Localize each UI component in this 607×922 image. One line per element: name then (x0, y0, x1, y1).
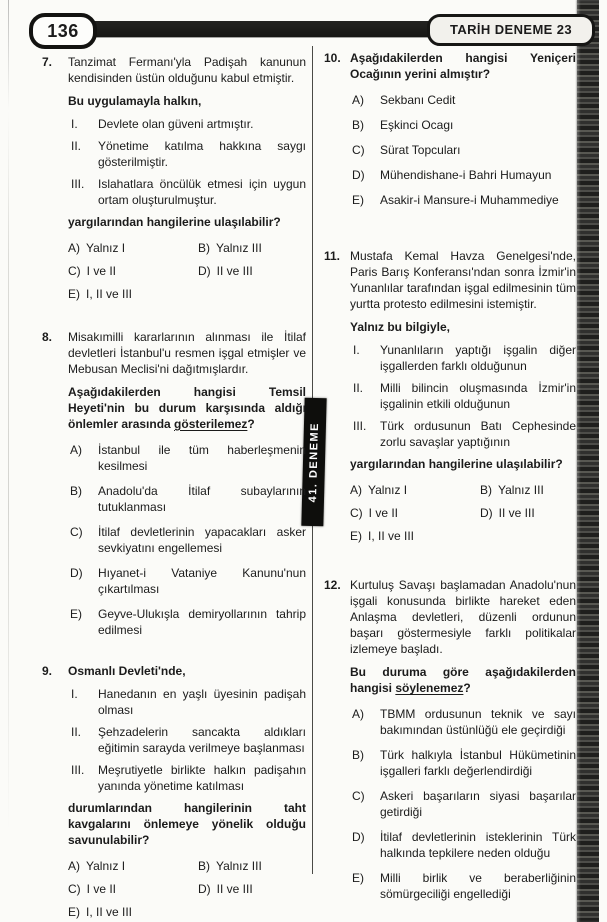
option-D (68, 565, 306, 597)
roman-item-list (68, 686, 306, 794)
option-text: Askeri başarıların siyasi başarılar getirdiği (380, 789, 576, 819)
option-label: B) (480, 483, 492, 497)
question-paragraph: Kurtuluş Savaşı başlamadan Anadolu'nun işgali konusunda birlikte hareket eden Anlaşma devletleri, düzenli ordunun başarı göstermesiyle farklı politikalar izlemeye başladı. (350, 578, 576, 656)
option-label: D) (70, 566, 83, 580)
question-paragraph: Bu duruma göre aşağıdakilerden hangisi söylenemez? (350, 665, 576, 695)
option-label: A) (352, 707, 364, 721)
option-label: E) (68, 905, 80, 919)
question-content (350, 577, 576, 902)
option-B (350, 117, 576, 133)
question-11 (324, 248, 576, 544)
option-text: Yalnız I (86, 241, 126, 255)
option-label: D) (198, 882, 211, 896)
option-label: E) (350, 529, 362, 543)
roman-item-text: Türk ordusunun Batı Cephesinde zorlu savaşlar yaptığının (380, 419, 576, 449)
page-margin-rule (8, 0, 9, 922)
header-title-badge (427, 14, 595, 46)
option-text: I, II ve III (368, 529, 415, 543)
option-label: D) (352, 830, 365, 844)
roman-item-text: Milli bilincin oluşmasında İzmir'in işgalinin etkili olduğunun (380, 381, 576, 411)
question-content (350, 50, 576, 208)
option-A (350, 706, 576, 738)
question-paragraph: Yalnız bu bilgiyle, (350, 320, 451, 334)
question-paragraph: Misakımilli kararlarının alınması ile İtilaf devletleri İstanbul'u resmen işgal etmişler ve Mebusan Meclisi'ni dağıtmışlardır. (68, 330, 306, 376)
option-label: D) (480, 506, 493, 520)
roman-item (68, 176, 306, 208)
option-text: Yalnız III (216, 859, 262, 873)
roman-item (68, 138, 306, 170)
left-column (42, 54, 306, 920)
roman-numeral: III. (71, 763, 85, 777)
option-E (68, 606, 306, 638)
option-text: Asakir-i Mansure-i Muhammediye (380, 193, 559, 207)
option-A (350, 482, 480, 498)
option-E (350, 870, 576, 902)
options (68, 858, 306, 920)
underlined-keyword: gösterilemez (174, 417, 248, 431)
option-A (68, 240, 198, 256)
question-paragraph: Bu uygulamayla halkın, (68, 94, 202, 108)
roman-numeral: III. (353, 419, 367, 433)
roman-item (350, 342, 576, 374)
option-text: Anadolu'da İtilaf subaylarının tutuklanması (98, 484, 306, 514)
roman-item-text: Yönetime katılma hakkına saygı gösterilmiştir. (98, 139, 306, 169)
option-C (350, 788, 576, 820)
option-text: TBMM ordusunun teknik ve sayı bakımından üstünlüğü ele geçirdiği (380, 707, 576, 737)
book-binding-scan-edge (577, 0, 599, 922)
option-label: A) (68, 241, 80, 255)
option-text: Yalnız I (86, 859, 126, 873)
question-9 (42, 663, 306, 920)
question-content (350, 248, 576, 544)
roman-item-text: Şehzadelerin sancakta aldıkları eğitimin sarayda verilmeye başlanması (98, 725, 306, 755)
page-number: 136 (47, 21, 79, 41)
option-label: D) (198, 264, 211, 278)
question-7 (42, 54, 306, 302)
option-D (480, 505, 576, 521)
option-label: B) (198, 241, 210, 255)
roman-numeral: I. (71, 687, 78, 701)
roman-item (350, 380, 576, 412)
option-B (350, 747, 576, 779)
options (68, 240, 306, 302)
option-label: A) (70, 443, 82, 457)
question-paragraph: Tanzimat Fermanı'yla Padişah kanunun kendisinden üstün olduğunu kabul etmiştir. (68, 55, 306, 85)
option-label: A) (352, 93, 364, 107)
option-text: II ve III (498, 506, 535, 520)
roman-item (68, 686, 306, 718)
question-number: 11. (324, 249, 341, 263)
roman-numeral: II. (71, 725, 82, 739)
question-content (68, 329, 306, 638)
roman-item-text: Yunanlıların yaptığı işgalin diğer işgallerden farklı olduğunun (380, 343, 576, 373)
option-text: I ve II (86, 264, 117, 278)
question-number: 12. (324, 578, 341, 592)
option-text: II ve III (216, 882, 253, 896)
roman-item-list (68, 116, 306, 208)
roman-item-text: Islahatlara öncülük etmesi için uygun ortam oluşturulmuştur. (98, 177, 306, 207)
roman-numeral: III. (71, 177, 85, 191)
roman-item (68, 724, 306, 756)
question-content (68, 663, 306, 920)
option-text: I ve II (86, 882, 117, 896)
option-text: Hıyanet-i Vataniye Kanunu'nun çıkartılması (98, 566, 306, 596)
page-title: TARİH DENEME 23 (449, 22, 573, 37)
option-E (350, 192, 576, 208)
option-label: C) (352, 789, 365, 803)
option-text: Geyve-Ulukışla demiryollarının tahrip edilmesi (98, 607, 306, 637)
roman-item-text: Devlete olan güveni artmıştır. (98, 117, 254, 131)
option-B (198, 858, 306, 874)
option-text: Milli birlik ve beraberliğinin sömürgeciliği engellediği (380, 871, 576, 901)
option-text: II ve III (216, 264, 253, 278)
option-label: B) (70, 484, 82, 498)
option-text: Türk halkıyla İstanbul Hükümetinin işgalleri farklı değerlendirdiği (380, 748, 576, 778)
question-number: 7. (42, 55, 53, 69)
option-text: Mühendishane-i Bahri Humayun (380, 168, 552, 182)
option-text: İtilaf devletlerinin isteklerinin Türk halkında tepkilere neden olduğu (380, 830, 576, 860)
roman-numeral: II. (71, 139, 82, 153)
roman-item (68, 762, 306, 794)
option-label: E) (352, 871, 364, 885)
option-label: E) (70, 607, 82, 621)
roman-item-text: Meşrutiyetle birlikte halkın padişahın yanında yönetime katılması (98, 763, 306, 793)
roman-numeral: II. (353, 381, 364, 395)
option-C (350, 142, 576, 158)
option-label: C) (68, 264, 81, 278)
question-number: 9. (42, 664, 53, 678)
question-number: 8. (42, 330, 53, 344)
option-text: Yalnız III (498, 483, 544, 497)
question-paragraph: Mustafa Kemal Havza Genelgesi'nde, Paris Barış Konferansı'ndan sonra İzmir'in Yunanlılar tarafından işgal edilmesinin tüm yurtta protesto edilmesini istemiştir. (350, 249, 576, 311)
option-label: C) (70, 525, 83, 539)
option-text: I, II ve III (86, 287, 133, 301)
right-column (324, 50, 576, 911)
question-paragraph: Aşağıdakilerden hangisi Yeniçeri Ocağının yerini almıştır? (350, 51, 576, 81)
option-text: I ve II (368, 506, 399, 520)
question-paragraph: durumlarından hangilerinin taht kavgalarını önlemeye yönelik olduğu savunulabilir? (68, 801, 306, 847)
option-label: D) (352, 168, 365, 182)
option-text: Yalnız III (216, 241, 262, 255)
roman-item (68, 116, 306, 132)
question-10 (324, 50, 576, 208)
option-text: Yalnız I (368, 483, 408, 497)
roman-item-list (350, 342, 576, 450)
question-content (68, 54, 306, 302)
option-D (198, 881, 306, 897)
question-number: 10. (324, 51, 341, 65)
question-12 (324, 577, 576, 902)
option-label: B) (352, 748, 364, 762)
option-label: A) (68, 859, 80, 873)
option-label: E) (352, 193, 364, 207)
roman-numeral: I. (353, 343, 360, 357)
roman-numeral: I. (71, 117, 78, 131)
option-label: B) (198, 859, 210, 873)
option-A (350, 92, 576, 108)
options (68, 442, 306, 638)
option-label: A) (350, 483, 362, 497)
options (350, 482, 576, 544)
option-A (68, 858, 198, 874)
option-text: Sekbanı Cedit (380, 93, 456, 107)
option-C (68, 263, 198, 279)
question-paragraph: yargılarından hangilerine ulaşılabilir? (350, 457, 563, 471)
question-paragraph: Osmanlı Devleti'nde, (68, 664, 186, 678)
option-D (350, 829, 576, 861)
option-label: E) (68, 287, 80, 301)
option-label: C) (68, 882, 81, 896)
option-D (198, 263, 306, 279)
option-C (68, 524, 306, 556)
option-text: İtilaf devletlerinin yapacakları asker sevkiyatını engellemesi (98, 525, 306, 555)
option-E (68, 904, 198, 920)
option-text: İstanbul ile tüm haberleşmenin kesilmesi (98, 443, 306, 473)
option-C (350, 505, 480, 521)
option-label: B) (352, 118, 364, 132)
option-text: I, II ve III (86, 905, 133, 919)
options (350, 92, 576, 208)
option-label: C) (352, 143, 365, 157)
roman-item (350, 418, 576, 450)
question-paragraph: yargılarından hangilerine ulaşılabilir? (68, 215, 281, 229)
option-D (350, 167, 576, 183)
option-C (68, 881, 198, 897)
question-8 (42, 329, 306, 638)
option-B (480, 482, 576, 498)
page-number-badge (29, 13, 97, 49)
option-text: Eşkinci Ocagı (380, 118, 454, 132)
underlined-keyword: söylenemez (395, 681, 464, 695)
option-B (198, 240, 306, 256)
option-E (68, 286, 198, 302)
roman-item-text: Hanedanın en yaşlı üyesinin padişah olması (98, 687, 306, 717)
option-B (68, 483, 306, 515)
option-text: Sürat Topcuları (380, 143, 461, 157)
option-E (350, 528, 480, 544)
option-label: C) (350, 506, 363, 520)
options (350, 706, 576, 902)
side-strip-label: 41. DENEME (306, 421, 322, 503)
option-A (68, 442, 306, 474)
question-paragraph: Aşağıdakilerden hangisi Temsil Heyeti'nin bu durum karşısında aldığı önlemler arasında gösterilemez? (68, 385, 306, 431)
